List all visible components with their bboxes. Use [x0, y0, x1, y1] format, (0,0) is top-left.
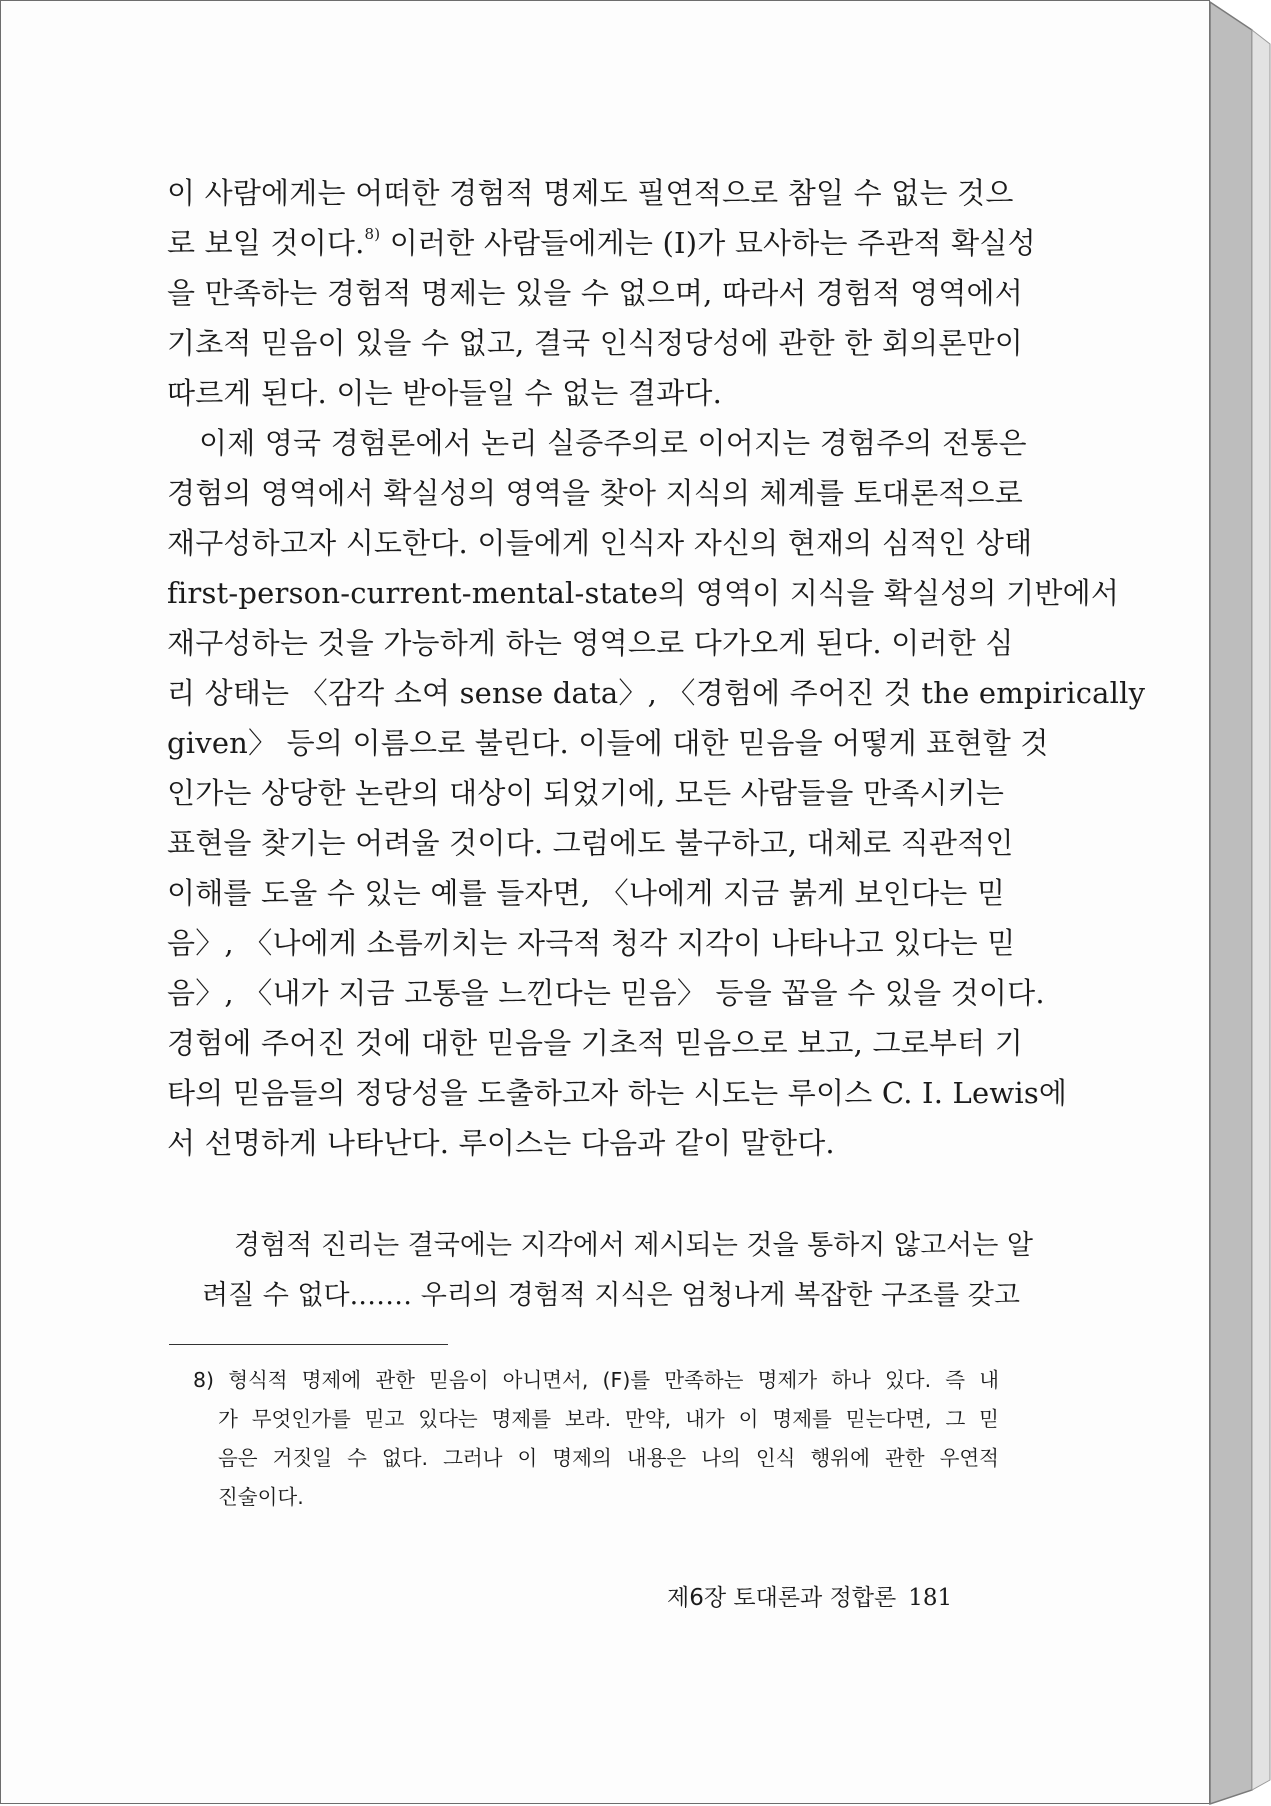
text-line: 타의 믿음들의 정당성을 도출하고자 하는 시도는 루이스 C. I. Lewis에: [167, 1076, 1068, 1110]
text-line: 표현을 찾기는 어려울 것이다. 그럼에도 불구하고, 대체로 직관적인: [167, 826, 1014, 860]
text-line: 재구성하고자 시도한다. 이들에게 인식자 자신의 현재의 심적인 상태: [167, 526, 1033, 560]
text-line: 음〉, 〈나에게 소름끼치는 자극적 청각 지각이 나타나고 있다는 믿: [167, 926, 1016, 960]
text-line: 따르게 된다. 이는 받아들일 수 없는 결과다.: [167, 376, 722, 410]
footnote-reference: 8): [364, 225, 381, 243]
footnote-line: 8) 형식적 명제에 관한 믿음이 아니면서, (F)를 만족하는 명제가 하나 있다. 즉 내: [193, 1368, 999, 1392]
page-edge-shadow: [1200, 0, 1271, 1806]
text-line: 서 선명하게 나타난다. 루이스는 다음과 같이 말한다.: [167, 1126, 835, 1160]
footnote-line: 가 무엇인가를 믿고 있다는 명제를 보라. 만약, 내가 이 명제를 믿는다면, 그 믿: [218, 1407, 999, 1431]
block-quote: [202, 1221, 1033, 1321]
footnote-line: 음은 거짓일 수 없다. 그러나 이 명제의 내용은 나의 인식 행위에 관한 우연적: [218, 1446, 999, 1470]
text-line: 이해를 도울 수 있는 예를 들자면, 〈나에게 지금 붉게 보인다는 믿: [167, 876, 1006, 910]
quote-line: 경험적 진리는 결국에는 지각에서 제시되는 것을 통하지 않고서는 알: [234, 1230, 1033, 1261]
text-line: 음〉, 〈내가 지금 고통을 느낀다는 믿음〉 등을 꼽을 수 있을 것이다.: [167, 976, 1045, 1010]
page-number: 181: [908, 1585, 953, 1611]
text-line: first-person-current-mental-state의 영역이 지식을 확실성의 기반에서: [167, 576, 1120, 610]
text-line: 경험의 영역에서 확실성의 영역을 찾아 지식의 체계를 토대론적으로: [167, 476, 1023, 510]
text-line: 리 상태는 〈감각 소여 sense data〉, 〈경험에 주어진 것 the empirically: [167, 676, 1146, 710]
text-line: 경험에 주어진 것에 대한 믿음을 기초적 믿음으로 보고, 그로부터 기: [167, 1026, 1023, 1060]
chapter-title: 제6장 토대론과 정합론: [667, 1585, 897, 1611]
text-line: 이 사람에게는 어떠한 경험적 명제도 필연적으로 참일 수 없는 것으: [167, 176, 1014, 210]
text-line: 이제 영국 경험론에서 논리 실증주의로 이어지는 경험주의 전통은: [199, 426, 1027, 460]
text-line: 을 만족하는 경험적 명제는 있을 수 없으며, 따라서 경험적 영역에서: [167, 276, 1023, 310]
running-footer: [667, 1578, 967, 1618]
main-text: [167, 168, 1146, 1168]
text-line: given〉 등의 이름으로 불린다. 이들에 대한 믿음을 어떻게 표현할 것: [167, 726, 1049, 760]
footnote-divider: [169, 1344, 448, 1345]
text-line: 인가는 상당한 논란의 대상이 되었기에, 모든 사람들을 만족시키는: [167, 776, 1005, 810]
footnote-line: 진술이다.: [218, 1485, 304, 1509]
text-line: 재구성하는 것을 가능하게 하는 영역으로 다가오게 된다. 이러한 심: [167, 626, 1014, 660]
text-line: 로 보일 것이다.$^{8)}$ 이러한 사람들에게는 (I)가 묘사하는 주관적 확실성: [167, 225, 1036, 260]
quote-line: 려질 수 없다.…… 우리의 경험적 지식은 엄청나게 복잡한 구조를 갖고: [202, 1280, 1020, 1311]
text-line: 기초적 믿음이 있을 수 없고, 결국 인식정당성에 관한 한 회의론만이: [167, 326, 1023, 360]
footnotes: [193, 1361, 999, 1517]
